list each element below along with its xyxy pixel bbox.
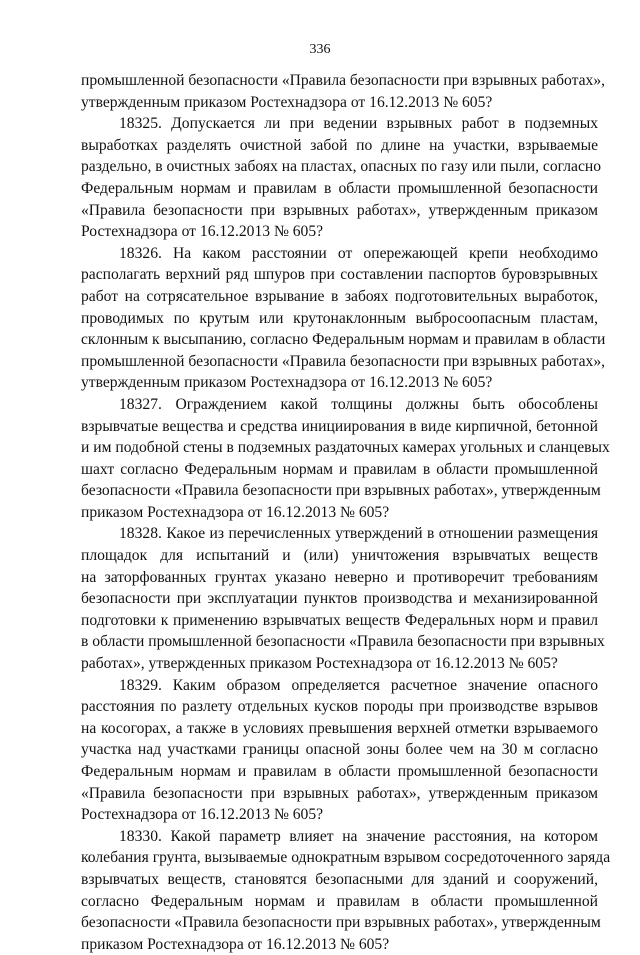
paragraph bbox=[81, 243, 606, 394]
paragraph bbox=[81, 826, 611, 955]
text-line: на заторфованных грунтах указано неверно и противоречит требованиям bbox=[81, 568, 598, 586]
text-line: «Правила безопасности при взрывных работах», утвержденным приказом bbox=[81, 201, 598, 219]
text-line: взрывчатые вещества и средства инициирования в виде кирпичной, бетонной bbox=[81, 417, 598, 435]
paragraph bbox=[81, 675, 598, 826]
text-line: приказом Ростехнадзора от 16.12.2013 № 605? bbox=[81, 503, 390, 521]
text-line: Ростехнадзора от 16.12.2013 № 605? bbox=[81, 223, 324, 241]
text-line: утвержденным приказом Ростехнадзора от 16.12.2013 № 605? bbox=[81, 93, 493, 111]
text-line: безопасности при эксплуатации пунктов производства и механизированной bbox=[81, 590, 598, 608]
text-line: расстояния по разлету отдельных кусков породы при производстве взрывов bbox=[81, 698, 598, 716]
text-line: безопасности «Правила безопасности при взрывных работах», утвержденным bbox=[81, 914, 601, 932]
text-line: 18325. Допускается ли при ведении взрывных работ в подземных bbox=[119, 115, 598, 133]
text-line: Федеральным нормам и правилам в области промышленной безопасности bbox=[81, 179, 598, 197]
text-line: склонным к высыпанию, согласно Федеральным нормам и правилам в области bbox=[81, 331, 606, 349]
text-line: шахт согласно Федеральным нормам и правилам в области промышленной bbox=[81, 460, 598, 478]
text-line: «Правила безопасности при взрывных работах», утвержденным приказом bbox=[81, 784, 598, 802]
text-line: располагать верхний ряд шпуров при составлении паспортов буровзрывных bbox=[81, 266, 598, 284]
paragraph bbox=[81, 523, 605, 674]
text-line: 18327. Ограждением какой толщины должны быть обособлены bbox=[119, 395, 598, 413]
text-line: подготовки к применению взрывчатых веществ Федеральных норм и правил bbox=[81, 611, 598, 629]
text-line: 18328. Какое из перечисленных утверждений в отношении размещения bbox=[119, 525, 598, 543]
text-line: Федеральным нормам и правилам в области промышленной безопасности bbox=[81, 763, 598, 780]
text-line: колебания грунта, вызываемые однократным взрывом сосредоточенного заряда bbox=[81, 849, 611, 867]
text-line: на косогорах, а также в условиях превышения верхней отметки взрываемого bbox=[81, 719, 598, 737]
text-line: 18330. Какой параметр влияет на значение расстояния, на котором bbox=[119, 827, 598, 845]
text-line: согласно Федеральным нормам и правилам в области промышленной bbox=[81, 892, 598, 910]
text-line: площадок для испытаний и (или) уничтожения взрывчатых веществ bbox=[81, 547, 598, 565]
text-line: промышленной безопасности «Правила безопасности при взрывных работах», bbox=[81, 352, 606, 370]
paragraph bbox=[81, 70, 606, 113]
paragraph bbox=[81, 394, 610, 524]
text-line: в области промышленной безопасности «Правила безопасности при взрывных bbox=[81, 633, 605, 651]
text-line: выработках разделять очистной забой по длине на участки, взрываемые bbox=[81, 136, 598, 154]
text-line: безопасности «Правила безопасности при взрывных работах», утвержденным bbox=[81, 482, 601, 500]
document-body bbox=[81, 70, 611, 955]
text-line: приказом Ростехнадзора от 16.12.2013 № 605? bbox=[81, 935, 390, 953]
text-line: работах», утвержденных приказом Ростехнадзора от 16.12.2013 № 605? bbox=[81, 655, 558, 673]
text-line: взрывчатых веществ, становятся безопасными для зданий и сооружений, bbox=[81, 870, 598, 888]
paragraph bbox=[81, 113, 602, 243]
text-line: проводимых по крутым или крутонаклонным выбросоопасным пластам, bbox=[81, 309, 598, 327]
text-line: участка над участками границы опасной зоны более чем на 30 м согласно bbox=[81, 741, 598, 759]
text-line: 18329. Каким образом определяется расчетное значение опасного bbox=[119, 676, 598, 694]
text-line: промышленной безопасности «Правила безопасности при взрывных работах», bbox=[81, 72, 606, 89]
text-line: раздельно, в очистных забоях на пластах, опасных по газу или пыли, согласно bbox=[81, 158, 602, 176]
text-line: работ на сотрясательное взрывание в забоях подготовительных выработок, bbox=[81, 287, 598, 305]
text-line: утвержденным приказом Ростехнадзора от 16.12.2013 № 605? bbox=[81, 374, 493, 392]
text-line: и им подобной стены в подземных раздаточных камерах угольных и сланцевых bbox=[81, 439, 610, 457]
text-line: Ростехнадзора от 16.12.2013 № 605? bbox=[81, 806, 324, 824]
text-line: 18326. На каком расстоянии от опережающей крепи необходимо bbox=[119, 244, 598, 262]
page-number: 336 bbox=[309, 42, 331, 57]
